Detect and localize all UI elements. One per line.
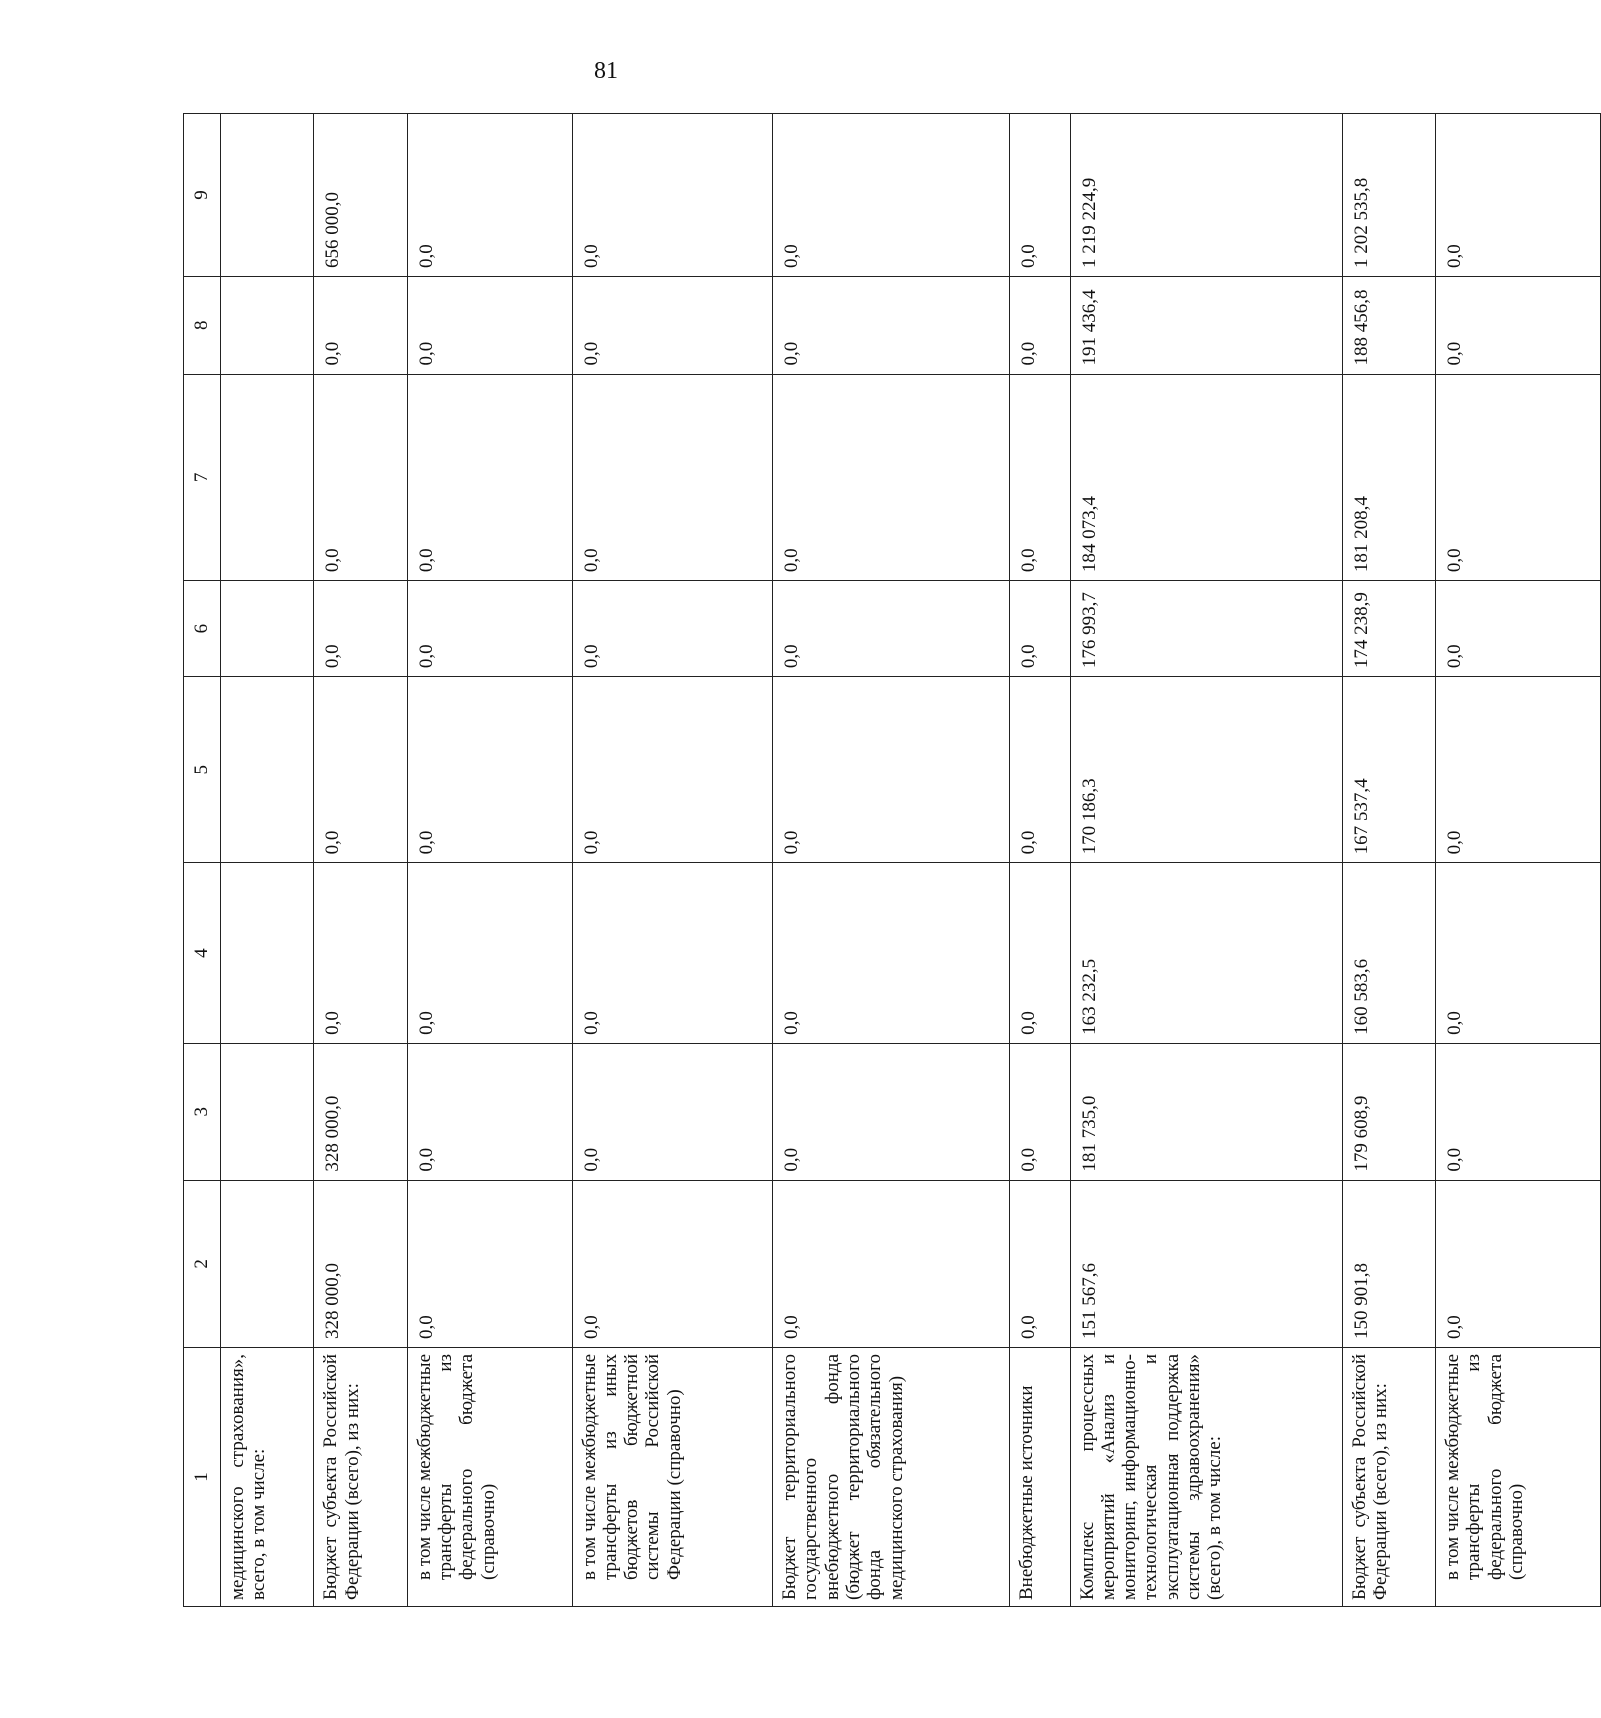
value-cell (221, 277, 314, 374)
value-cell: 0,0 (572, 863, 773, 1043)
value-cell: 0,0 (773, 581, 1009, 677)
row-label: Бюджет субъекта Российской Федерации (всего), из них: (1342, 1347, 1435, 1606)
value-cell: 0,0 (407, 374, 572, 581)
value-cell: 179 608,9 (1342, 1043, 1435, 1180)
value-cell: 0,0 (572, 114, 773, 277)
value-cell: 0,0 (773, 863, 1009, 1043)
row-label: Бюджет территориального государственного внебюджетного фонда (бюджет территориального фонда обязательного медицинского страхования) (773, 1347, 1009, 1606)
header-cell: 3 (184, 1043, 221, 1180)
header-cell: 1 (184, 1347, 221, 1606)
value-cell: 0,0 (572, 1043, 773, 1180)
value-cell: 0,0 (1009, 277, 1070, 374)
value-cell (221, 581, 314, 677)
value-cell: 181 208,4 (1342, 374, 1435, 581)
value-cell: 176 993,7 (1070, 581, 1342, 677)
value-cell: 0,0 (407, 581, 572, 677)
value-cell: 0,0 (314, 863, 407, 1043)
value-cell: 0,0 (1436, 1180, 1601, 1347)
value-cell: 1 219 224,9 (1070, 114, 1342, 277)
header-cell: 5 (184, 677, 221, 863)
value-cell: 174 238,9 (1342, 581, 1435, 677)
value-cell (221, 114, 314, 277)
page-number: 81 (594, 58, 618, 84)
row-label: в том числе межбюджетные трансферты из федерального бюджета (справочно) (1436, 1347, 1601, 1606)
value-cell (221, 374, 314, 581)
value-cell: 0,0 (1436, 1043, 1601, 1180)
table-row (1009, 114, 1070, 1607)
value-cell: 184 073,4 (1070, 374, 1342, 581)
value-cell: 0,0 (314, 374, 407, 581)
header-cell: 2 (184, 1180, 221, 1347)
value-cell: 0,0 (1436, 277, 1601, 374)
row-label: Комплекс процессных мероприятий «Анализ и мониторинг, информационно-технологическая и эксплуатационная поддержка системы здравоохранения» (всего), в том числе: (1070, 1347, 1342, 1606)
value-cell: 0,0 (1009, 1180, 1070, 1347)
value-cell: 0,0 (407, 1180, 572, 1347)
budget-table (183, 113, 1601, 1607)
value-cell: 0,0 (407, 277, 572, 374)
table-row (1070, 114, 1342, 1607)
row-label: Внебюджетные источники (1009, 1347, 1070, 1606)
table-row (773, 114, 1009, 1607)
value-cell: 191 436,4 (1070, 277, 1342, 374)
value-cell: 0,0 (314, 277, 407, 374)
value-cell: 160 583,6 (1342, 863, 1435, 1043)
value-cell: 0,0 (314, 677, 407, 863)
value-cell: 0,0 (572, 277, 773, 374)
value-cell: 0,0 (1009, 1043, 1070, 1180)
header-cell: 7 (184, 374, 221, 581)
value-cell: 181 735,0 (1070, 1043, 1342, 1180)
value-cell: 0,0 (407, 863, 572, 1043)
value-cell: 0,0 (407, 1043, 572, 1180)
value-cell: 656 000,0 (314, 114, 407, 277)
value-cell: 0,0 (1009, 677, 1070, 863)
table-row (1342, 114, 1435, 1607)
table-row (572, 114, 773, 1607)
value-cell: 328 000,0 (314, 1180, 407, 1347)
value-cell: 188 456,8 (1342, 277, 1435, 374)
value-cell: 1 202 535,8 (1342, 114, 1435, 277)
header-cell: 6 (184, 581, 221, 677)
value-cell: 0,0 (1436, 114, 1601, 277)
value-cell: 0,0 (1436, 863, 1601, 1043)
value-cell (221, 1180, 314, 1347)
header-cell: 4 (184, 863, 221, 1043)
value-cell: 0,0 (572, 677, 773, 863)
value-cell: 150 901,8 (1342, 1180, 1435, 1347)
value-cell: 0,0 (572, 581, 773, 677)
table-row (314, 114, 407, 1607)
value-cell: 163 232,5 (1070, 863, 1342, 1043)
value-cell: 0,0 (1009, 863, 1070, 1043)
row-label: Бюджет субъекта Российской Федерации (всего), из них: (314, 1347, 407, 1606)
value-cell: 0,0 (407, 114, 572, 277)
value-cell: 0,0 (572, 374, 773, 581)
value-cell: 328 000,0 (314, 1043, 407, 1180)
header-cell: 8 (184, 277, 221, 374)
row-label: в том числе межбюджетные трансферты из федерального бюджета (справочно) (407, 1347, 572, 1606)
value-cell: 0,0 (773, 374, 1009, 581)
value-cell: 0,0 (773, 277, 1009, 374)
value-cell: 0,0 (1436, 374, 1601, 581)
value-cell: 170 186,3 (1070, 677, 1342, 863)
value-cell: 0,0 (773, 677, 1009, 863)
header-row (184, 114, 221, 1607)
value-cell: 0,0 (1436, 581, 1601, 677)
value-cell (221, 1043, 314, 1180)
value-cell: 167 537,4 (1342, 677, 1435, 863)
value-cell: 0,0 (407, 677, 572, 863)
table-row (1436, 114, 1601, 1607)
value-cell: 0,0 (773, 1043, 1009, 1180)
rotated-table-container (183, 113, 1601, 1607)
value-cell: 0,0 (314, 581, 407, 677)
row-label: медицинского страхования», всего, в том числе: (221, 1347, 314, 1606)
value-cell: 0,0 (1009, 114, 1070, 277)
value-cell: 0,0 (572, 1180, 773, 1347)
value-cell: 0,0 (773, 114, 1009, 277)
row-label: в том числе межбюджетные трансферты из иных бюджетов бюджетной системы Российской Федерации (справочно) (572, 1347, 773, 1606)
value-cell (221, 677, 314, 863)
table-row (407, 114, 572, 1607)
value-cell: 0,0 (1009, 581, 1070, 677)
value-cell: 0,0 (1009, 374, 1070, 581)
value-cell: 0,0 (773, 1180, 1009, 1347)
value-cell (221, 863, 314, 1043)
header-cell: 9 (184, 114, 221, 277)
table-row (221, 114, 314, 1607)
value-cell: 151 567,6 (1070, 1180, 1342, 1347)
value-cell: 0,0 (1436, 677, 1601, 863)
